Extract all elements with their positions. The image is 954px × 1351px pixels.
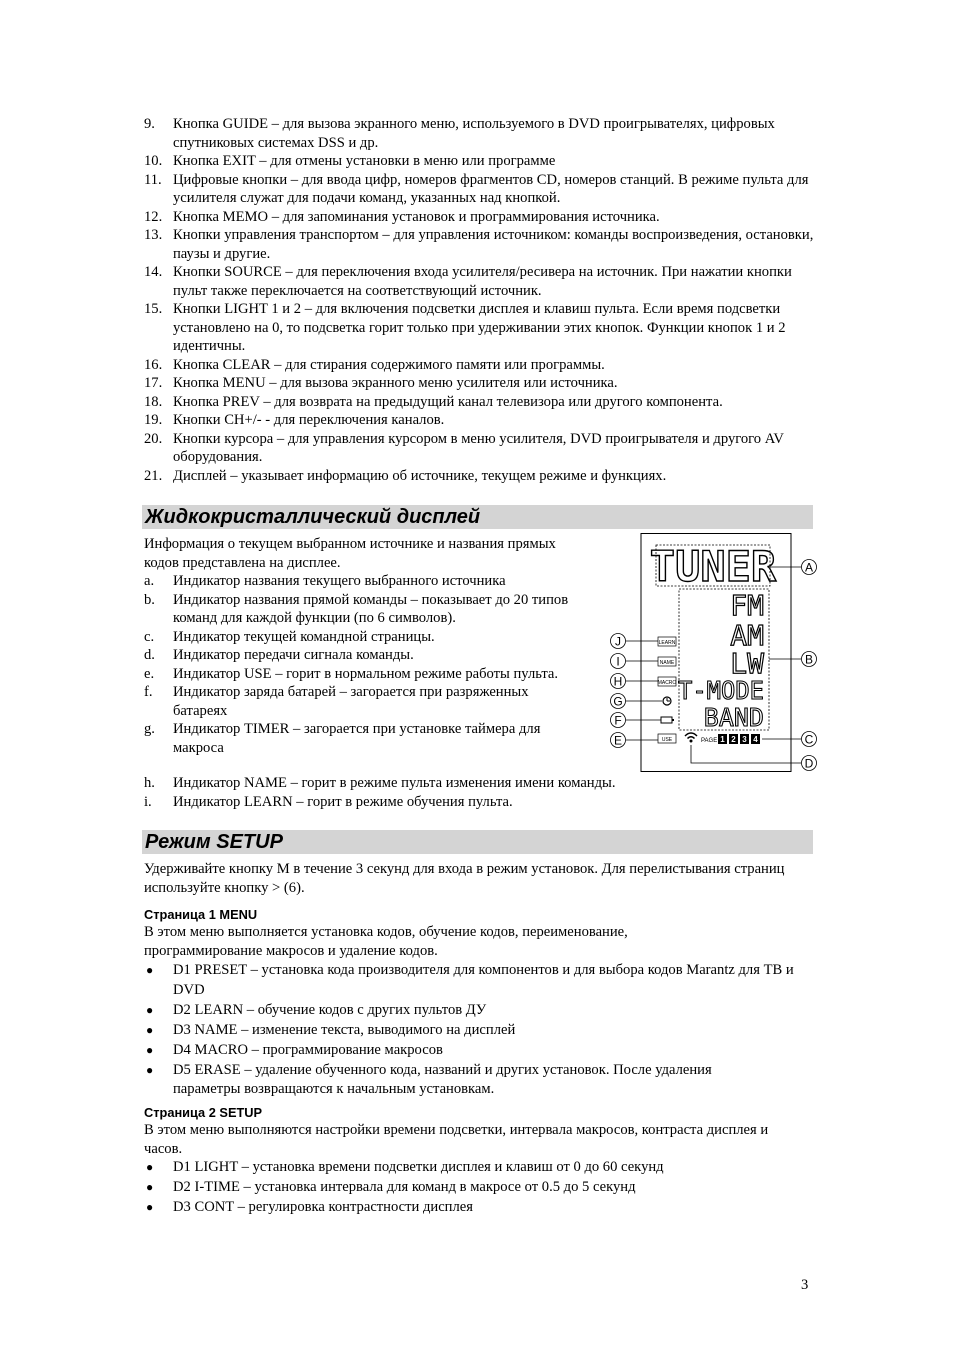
page2-heading: Страница 2 SETUP: [144, 1105, 263, 1120]
callout-f-label: F: [614, 713, 622, 728]
list-item: [144, 467, 814, 486]
item-number: 13.: [144, 227, 163, 243]
command-line-3: LW: [730, 647, 764, 680]
callout-c-label: C: [804, 732, 814, 747]
callout-a-label: A: [804, 560, 814, 575]
bullet-text: D1 LIGHT – установка времени подсветки дисплея и клавиш от 0 до 60 секунд: [173, 1159, 664, 1175]
item-text: Кнопки управления транспортом – для управления источником: команды воспроизведения, остановки, паузы и другие.: [173, 227, 814, 262]
lcd-intro-text: Информация о текущем выбранном источнике и названия прямых кодов представлена на дисплее.: [144, 536, 556, 571]
item-letter: g.: [144, 721, 155, 737]
list-item: [144, 572, 584, 591]
list-item: [144, 683, 584, 720]
list-item: [144, 961, 814, 1000]
bullet-text: D1 PRESET – установка кода производителя для компонентов и для выбора кодов Marantz для ТВ и DVD: [173, 962, 794, 998]
callout-g-label: G: [613, 694, 623, 709]
list-item: [144, 300, 814, 356]
setup-intro: Удерживайте кнопку M в течение 3 секунд для входа в режим установок. Для перелистывания страниц используйте кнопку > (6).: [144, 861, 785, 896]
bullet-icon: ●: [146, 963, 154, 977]
page-label: PAGE: [701, 738, 718, 744]
item-letter: d.: [144, 647, 155, 663]
page-num-4: 4: [753, 735, 758, 744]
lcd-section-heading: Жидкокристаллический дисплей: [142, 505, 813, 529]
item-text: Кнопка MEMO – для запоминания установок и программирования источника.: [173, 208, 660, 225]
list-item: [144, 411, 814, 430]
battery-icon: [661, 717, 672, 723]
list-item: [144, 646, 584, 665]
command-line-1: FM: [730, 589, 764, 622]
list-item: [144, 665, 584, 684]
name-indicator-text: NAME: [659, 660, 675, 666]
macro-indicator-text: MACRO: [657, 680, 677, 686]
callout-i-label: I: [616, 654, 620, 669]
lcd-display-diagram: [604, 533, 824, 778]
callout-d-label: D: [804, 756, 814, 771]
item-letter: b.: [144, 591, 155, 608]
list-item: [144, 1061, 773, 1100]
list-item: [144, 374, 814, 393]
page-number: 3: [801, 1277, 809, 1293]
item-text: Индикатор TIMER – загорается при установке таймера для макроса: [173, 721, 541, 756]
item-text: Цифровые кнопки – для ввода цифр, номеров фрагментов CD, номеров станций. В режиме пульта для усилителя служат для подачи команд, указанных над кнопкой.: [173, 171, 809, 206]
item-text: Дисплей – указывает информацию об источнике, текущем режиме и функциях.: [173, 467, 667, 484]
item-number: 12.: [144, 208, 163, 225]
item-number: 16.: [144, 356, 163, 373]
list-item: [144, 1001, 814, 1021]
list-item: [144, 263, 814, 300]
item-text: Индикатор LEARN – горит в режиме обучения пульта.: [173, 793, 513, 810]
list-item: [144, 1021, 814, 1041]
list-item: [144, 226, 814, 263]
item-number: 15.: [144, 301, 163, 317]
list-item: [144, 1158, 814, 1178]
bullet-icon: ●: [146, 1042, 154, 1057]
list-item: [144, 115, 814, 152]
item-number: 21.: [144, 467, 163, 484]
lcd-indicator-list-cont: [144, 774, 814, 811]
bullet-text: D4 MACRO – программирование макросов: [173, 1041, 443, 1058]
page1-heading: Страница 1 MENU: [144, 907, 258, 922]
setup-section-heading: Режим SETUP: [142, 830, 813, 854]
bullet-icon: ●: [146, 1160, 154, 1174]
bullet-icon: ●: [146, 1200, 154, 1214]
item-number: 9.: [144, 116, 155, 132]
item-text: Кнопки LIGHT 1 и 2 – для включения подсветки дисплея и клавиш пульта. Если время подсветки установлено на 0, то подсветка горит только при удерживании этих кнопок. Функции кнопок 1 и 2 идентичны.: [173, 301, 786, 354]
bullet-text: D2 I-TIME – установка интервала для команд в макросе от 0.5 до 5 секунд: [173, 1179, 636, 1195]
lcd-indicator-list: [144, 535, 584, 757]
item-letter: f.: [144, 684, 153, 700]
lcd-display-figure: [604, 533, 824, 778]
bullet-text: D3 NAME – изменение текста, выводимого на дисплей: [173, 1021, 516, 1038]
list-item: [144, 430, 814, 467]
source-indicator-text: TUNER: [649, 542, 777, 591]
page-num-1: 1: [720, 735, 725, 744]
item-text: Индикатор NAME – горит в режиме пульта изменения имени команды.: [173, 775, 616, 791]
bullet-text: D3 CONT – регулировка контрастности дисплея: [173, 1199, 473, 1215]
item-number: 11.: [144, 171, 162, 188]
item-number: 19.: [144, 412, 163, 428]
item-letter: c.: [144, 628, 155, 645]
bullet-icon: ●: [146, 1022, 154, 1037]
item-letter: a.: [144, 573, 155, 589]
page1-bullet-list: [144, 961, 814, 1100]
list-item: [144, 152, 814, 171]
item-letter: e.: [144, 665, 155, 682]
page-num-3: 3: [742, 735, 747, 744]
item-letter: h.: [144, 775, 155, 791]
item-number: 14.: [144, 264, 163, 280]
learn-indicator-text: LEARN: [658, 640, 676, 646]
item-text: Кнопка EXIT – для отмены установки в меню или программе: [173, 153, 556, 169]
command-line-2: AM: [730, 619, 764, 652]
item-text: Индикатор USE – горит в нормальном режиме работы пульта.: [173, 665, 559, 682]
list-item: [144, 1178, 814, 1198]
list-item: [144, 1041, 814, 1061]
use-indicator-text: USE: [661, 737, 673, 743]
list-item: [144, 171, 814, 208]
page2-bullet-list: [144, 1158, 814, 1218]
item-text: Кнопка GUIDE – для вызова экранного меню, используемого в DVD проигрывателях, цифровых спутниковых системах DSS и др.: [173, 116, 775, 151]
item-text: Кнопка MENU – для вызова экранного меню усилителя или источника.: [173, 375, 618, 391]
button-description-list: [144, 115, 814, 485]
bullet-icon: ●: [146, 1002, 154, 1017]
callout-b-label: B: [804, 652, 814, 667]
callout-h-label: H: [613, 674, 623, 689]
list-item: [144, 1198, 814, 1218]
item-text: Индикатор передачи сигнала команды.: [173, 647, 414, 663]
item-text: Индикатор текущей командной страницы.: [173, 628, 435, 645]
page-num-2: 2: [731, 735, 736, 744]
item-letter: i.: [144, 793, 152, 810]
list-item: [144, 628, 584, 647]
item-number: 10.: [144, 153, 163, 169]
list-item: [144, 793, 814, 812]
list-item: [144, 356, 814, 375]
list-item: [144, 720, 584, 757]
bullet-text: D2 LEARN – обучение кодов с других пультов ДУ: [173, 1001, 487, 1018]
bullet-icon: ●: [146, 1062, 154, 1077]
item-text: Индикатор названия текущего выбранного источника: [173, 573, 506, 589]
item-text: Кнопки SOURCE – для переключения входа усилителя/ресивера на источник. При нажатии кнопки пульт также переключается на соответствующий источник.: [173, 264, 792, 299]
command-line-4: T-MODE: [678, 676, 764, 705]
command-line-5: BAND: [703, 703, 764, 732]
callout-j-label: J: [615, 634, 621, 649]
list-item: [144, 393, 814, 412]
page2-intro: В этом меню выполняются настройки времени подсветки, интервала макросов, контраста дисплея и часов.: [144, 1122, 769, 1157]
item-text: Индикатор названия прямой команды – показывает до 20 типов команд для каждой функции (по 6 символов).: [173, 591, 569, 626]
item-text: Кнопки CH+/- - для переключения каналов.: [173, 412, 445, 428]
callout-e-label: E: [613, 733, 623, 748]
item-number: 18.: [144, 393, 163, 410]
page1-intro: В этом меню выполняется установка кодов, обучение кодов, переименование, программирование макросов и удаление кодов.: [144, 924, 628, 959]
item-text: Кнопка CLEAR – для стирания содержимого памяти или программы.: [173, 356, 605, 373]
list-item: [144, 208, 814, 227]
item-number: 17.: [144, 375, 163, 391]
bullet-text: D5 ERASE – удаление обученного кода, названий и других установок. После удаления параметры возвращаются к начальным установкам.: [173, 1061, 712, 1097]
lcd-intro: [144, 535, 584, 572]
signal-icon: [685, 733, 697, 743]
item-number: 20.: [144, 430, 163, 447]
item-text: Кнопка PREV – для возврата на предыдущий канал телевизора или другого компонента.: [173, 393, 723, 410]
item-text: Индикатор заряда батарей – загорается при разряженных батареях: [173, 684, 529, 719]
list-item: [144, 591, 584, 628]
item-text: Кнопки курсора – для управления курсором в меню усилителя, DVD проигрывателя и другого AV оборудования.: [173, 430, 784, 465]
bullet-icon: ●: [146, 1180, 154, 1194]
